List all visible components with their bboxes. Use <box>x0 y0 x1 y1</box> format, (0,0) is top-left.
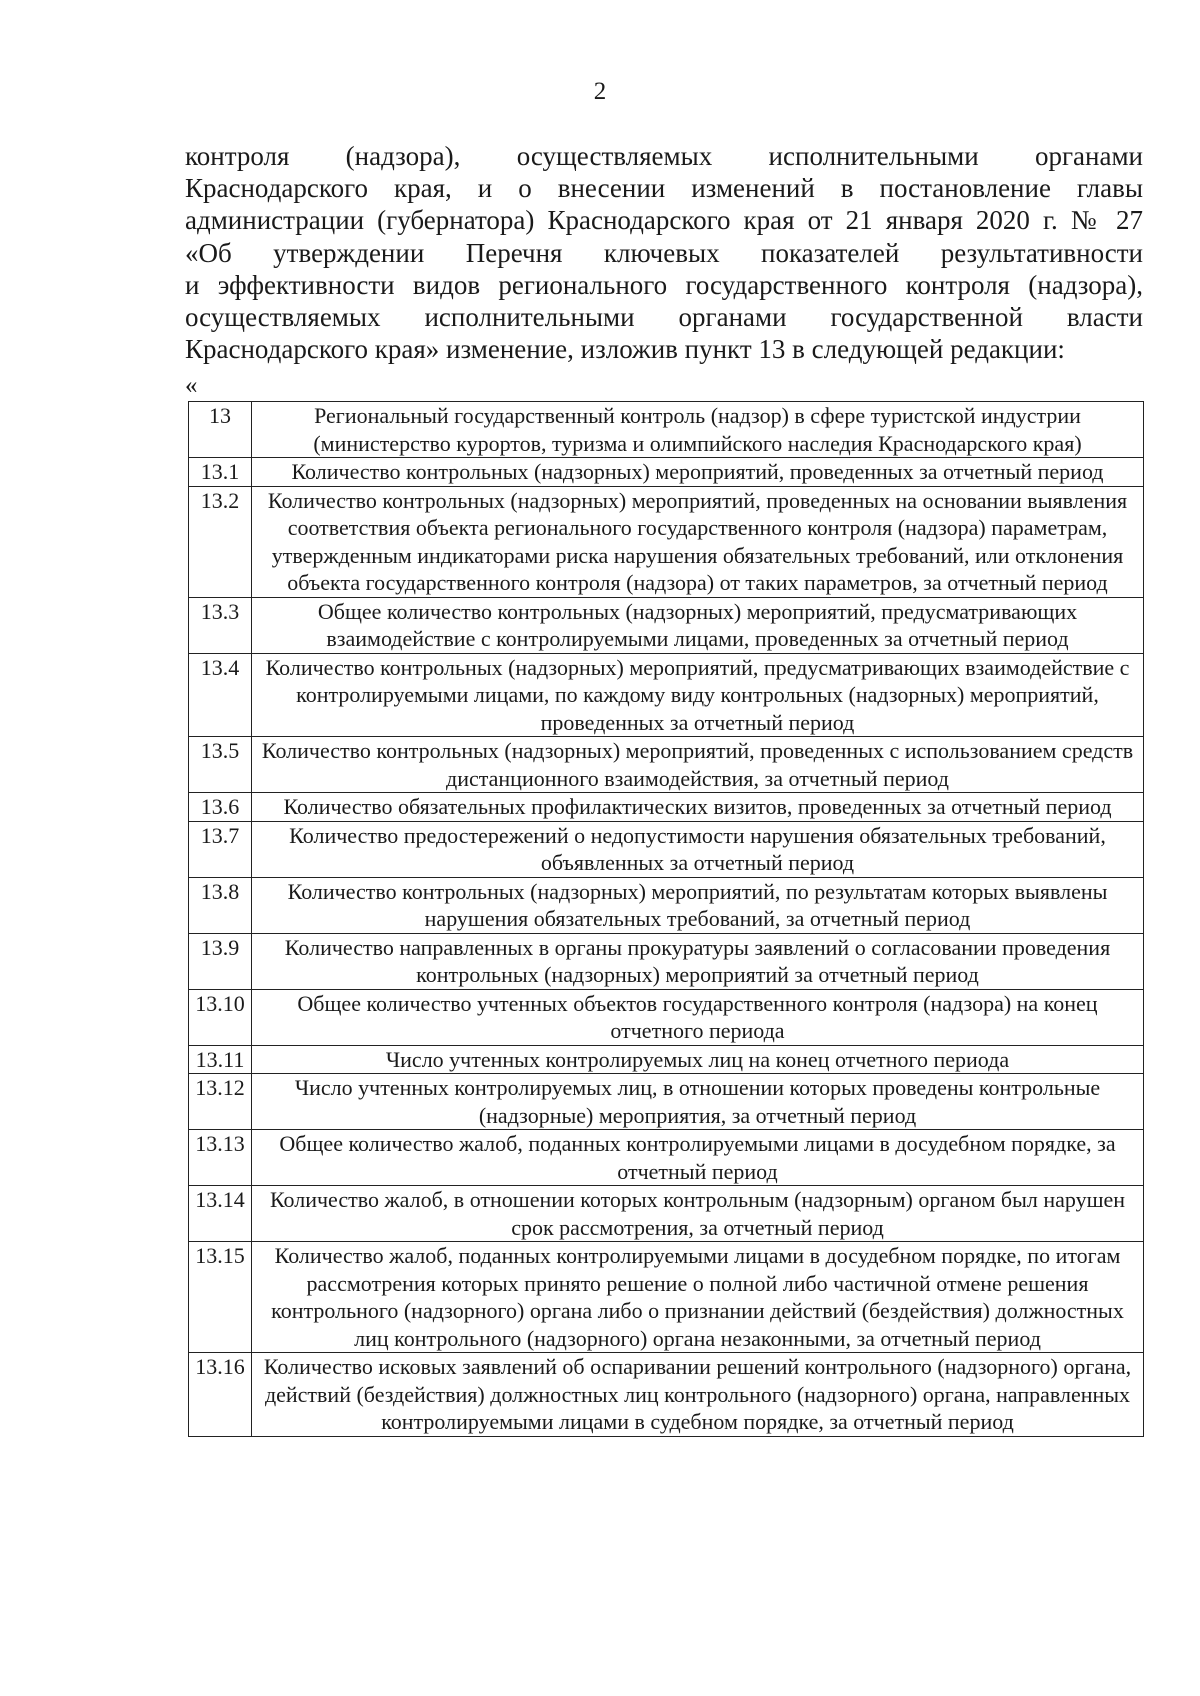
row-text: Количество контрольных (надзорных) мероприятий, по результатам которых выявлены нарушения обязательных требований, за отчетный период <box>252 877 1144 933</box>
row-number: 13.11 <box>189 1045 252 1074</box>
intro-line: и эффективности видов регионального государственного контроля (надзора), <box>185 269 1143 300</box>
row-number: 13.7 <box>189 821 252 877</box>
table-row <box>189 1186 1144 1242</box>
intro-line: Краснодарского края, и о внесении изменений в постановление главы <box>185 173 1143 204</box>
intro-line: Краснодарского края» изменение, изложив пункт 13 в следующей редакции: <box>185 334 1065 365</box>
row-text: Количество контрольных (надзорных) мероприятий, проведенных на основании выявления соответствия объекта регионального государственного контроля (надзора) параметрам, утвержденным индикаторами риска нарушения обязательных требований, или отклонения объекта государственного контроля (надзора) от таких параметров, за отчетный период <box>252 486 1144 597</box>
row-text: Общее количество учтенных объектов государственного контроля (надзора) на конец отчетного периода <box>252 989 1144 1045</box>
row-text: Общее количество жалоб, поданных контролируемыми лицами в досудебном порядке, за отчетный период <box>252 1130 1144 1186</box>
row-number: 13.9 <box>189 933 252 989</box>
table-row <box>189 458 1144 487</box>
table-row <box>189 1130 1144 1186</box>
row-number: 13.15 <box>189 1242 252 1353</box>
row-number: 13.3 <box>189 597 252 653</box>
table-row <box>189 877 1144 933</box>
table-row <box>189 1353 1144 1437</box>
row-number: 13.6 <box>189 793 252 822</box>
row-text: Региональный государственный контроль (надзор) в сфере туристской индустрии (министерство курортов, туризма и олимпийского наследия Краснодарского края) <box>252 402 1144 458</box>
row-text: Количество предостережений о недопустимости нарушения обязательных требований, объявленных за отчетный период <box>252 821 1144 877</box>
intro-line: контроля (надзора), осуществляемых исполнительными органами <box>185 141 1143 171</box>
row-text: Количество контрольных (надзорных) мероприятий, предусматривающих взаимодействие с контролируемыми лицами, по каждому виду контрольных (надзорных) мероприятий, проведенных за отчетный период <box>252 653 1144 737</box>
row-number: 13.13 <box>189 1130 252 1186</box>
table-row <box>189 486 1144 597</box>
table-row <box>189 821 1144 877</box>
table-row <box>189 1242 1144 1353</box>
row-number: 13.2 <box>189 486 252 597</box>
row-text: Количество направленных в органы прокуратуры заявлений о согласовании проведения контрольных (надзорных) мероприятий за отчетный период <box>252 933 1144 989</box>
row-text: Количество обязательных профилактических визитов, проведенных за отчетный период <box>252 793 1144 822</box>
intro-paragraph <box>185 140 1143 365</box>
row-number: 13.10 <box>189 989 252 1045</box>
page-number: 2 <box>593 78 607 105</box>
row-text: Количество жалоб, поданных контролируемыми лицами в досудебном порядке, по итогам рассмотрения которых принято решение о полной либо частичной отмене решения контрольного (надзорного) органа либо о признании действий (бездействия) должностных лиц контрольного (надзорного) органа незаконными, за отчетный период <box>252 1242 1144 1353</box>
row-number: 13.8 <box>189 877 252 933</box>
row-text: Общее количество контрольных (надзорных) мероприятий, предусматривающих взаимодействие с контролируемыми лицами, проведенных за отчетный период <box>252 597 1144 653</box>
table-row <box>189 402 1144 458</box>
intro-line: осуществляемых исполнительными органами государственной власти <box>185 302 1143 333</box>
table-row <box>189 653 1144 737</box>
row-text: Количество исковых заявлений об оспаривании решений контрольного (надзорного) органа, действий (бездействия) должностных лиц контрольного (надзорного) органа, направленных контролируемыми лицами в судебном порядке, за отчетный период <box>252 1353 1144 1437</box>
row-number: 13.14 <box>189 1186 252 1242</box>
row-number: 13.4 <box>189 653 252 737</box>
table-row <box>189 989 1144 1045</box>
row-text: Число учтенных контролируемых лиц, в отношении которых проведены контрольные (надзорные) мероприятия, за отчетный период <box>252 1074 1144 1130</box>
table-row <box>189 737 1144 793</box>
row-number: 13.1 <box>189 458 252 487</box>
row-text: Количество контрольных (надзорных) мероприятий, проведенных за отчетный период <box>252 458 1144 487</box>
row-number: 13.5 <box>189 737 252 793</box>
row-text: Количество контрольных (надзорных) мероприятий, проведенных с использованием средств дистанционного взаимодействия, за отчетный период <box>252 737 1144 793</box>
indicators-table <box>188 401 1144 1437</box>
intro-line: «Об утверждении Перечня ключевых показателей результативности <box>185 237 1143 268</box>
row-text: Число учтенных контролируемых лиц на конец отчетного периода <box>252 1045 1144 1074</box>
table-row <box>189 1074 1144 1130</box>
row-text: Количество жалоб, в отношении которых контрольным (надзорным) органом был нарушен срок рассмотрения, за отчетный период <box>252 1186 1144 1242</box>
intro-line: администрации (губернатора) Краснодарского края от 21 января 2020 г. № 27 <box>185 205 1143 236</box>
row-number: 13.12 <box>189 1074 252 1130</box>
row-number: 13 <box>189 402 252 458</box>
table-row <box>189 1045 1144 1074</box>
table-row <box>189 793 1144 822</box>
row-number: 13.16 <box>189 1353 252 1437</box>
table-row <box>189 933 1144 989</box>
table-row <box>189 597 1144 653</box>
opening-quote: « <box>185 372 198 399</box>
